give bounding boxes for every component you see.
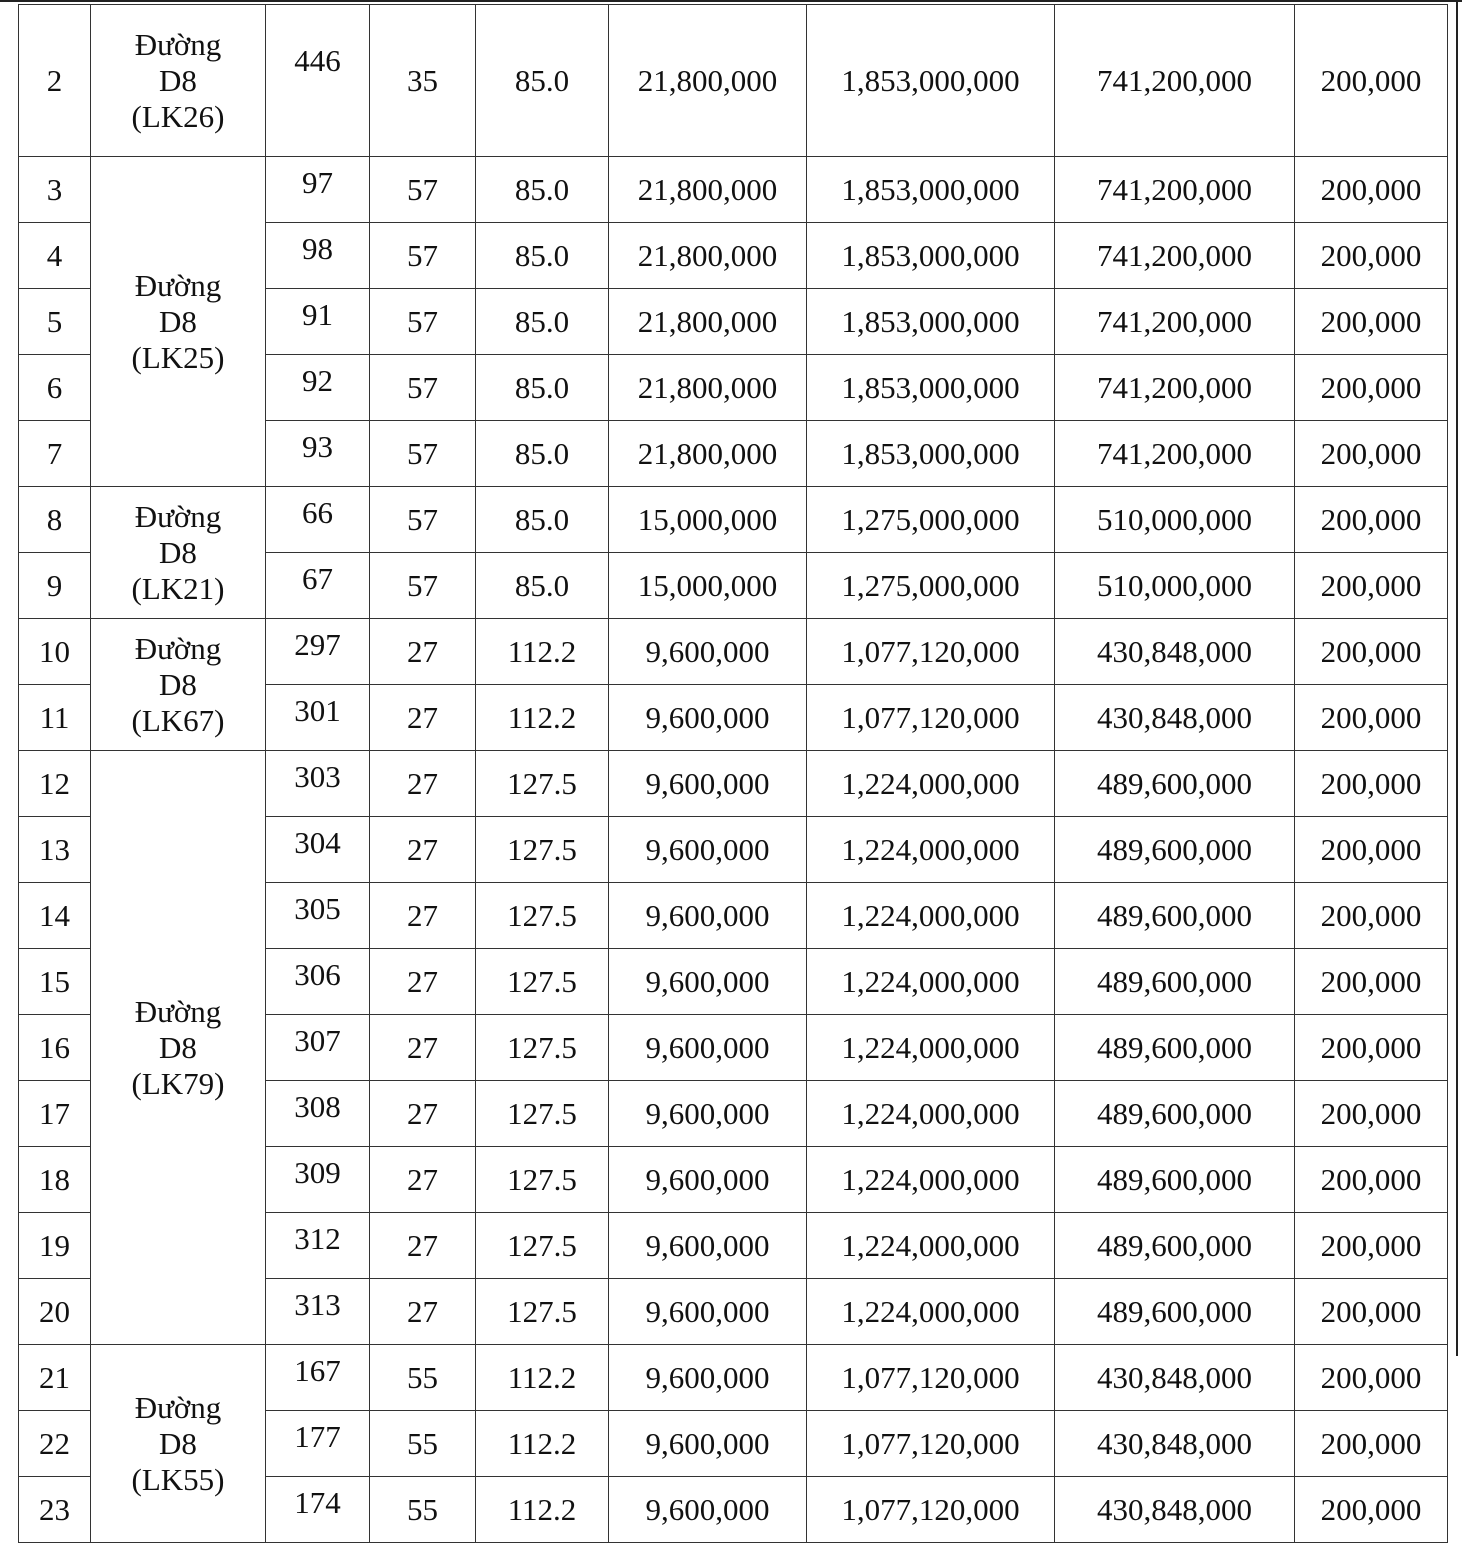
starting-price-cell: 1,077,120,000 [807,1477,1055,1543]
lot-number-cell: 66 [266,487,370,553]
deposit-cell: 430,848,000 [1055,1477,1295,1543]
row-number-cell: 11 [19,685,91,751]
road-label-line: (LK25) [131,339,225,375]
lot-number-cell: 97 [266,157,370,223]
unit-price-cell: 9,600,000 [609,817,807,883]
lot-number-cell: 98 [266,223,370,289]
deposit-cell: 510,000,000 [1055,487,1295,553]
area-cell: 112.2 [476,1477,609,1543]
area-cell: 127.5 [476,1213,609,1279]
application-fee-cell: 200,000 [1295,685,1448,751]
row-number-cell: 13 [19,817,91,883]
application-fee-cell: 200,000 [1295,817,1448,883]
deposit-cell: 741,200,000 [1055,355,1295,421]
starting-price-cell: 1,224,000,000 [807,1213,1055,1279]
starting-price-cell: 1,224,000,000 [807,817,1055,883]
unit-price-cell: 9,600,000 [609,883,807,949]
map-sheet-cell: 57 [370,157,476,223]
row-number-cell: 12 [19,751,91,817]
map-sheet-cell: 57 [370,553,476,619]
unit-price-cell: 9,600,000 [609,1015,807,1081]
map-sheet-cell: 55 [370,1411,476,1477]
application-fee-cell: 200,000 [1295,949,1448,1015]
deposit-cell: 489,600,000 [1055,883,1295,949]
lot-number-cell: 301 [266,685,370,751]
starting-price-cell: 1,077,120,000 [807,685,1055,751]
map-sheet-cell: 55 [370,1477,476,1543]
starting-price-cell: 1,077,120,000 [807,619,1055,685]
lot-number-cell: 308 [266,1081,370,1147]
deposit-cell: 741,200,000 [1055,289,1295,355]
starting-price-cell: 1,224,000,000 [807,1279,1055,1345]
unit-price-cell: 15,000,000 [609,553,807,619]
map-sheet-cell: 57 [370,355,476,421]
land-lot-table [18,4,1448,1543]
starting-price-cell: 1,853,000,000 [807,223,1055,289]
area-cell: 85.0 [476,421,609,487]
road-label-line: D8 [159,666,197,702]
lot-number-cell: 92 [266,355,370,421]
lot-number-cell: 167 [266,1345,370,1411]
area-cell: 127.5 [476,1015,609,1081]
map-sheet-cell: 27 [370,1279,476,1345]
application-fee-cell: 200,000 [1295,1477,1448,1543]
road-label-line: (LK79) [131,1065,225,1101]
starting-price-cell: 1,275,000,000 [807,553,1055,619]
road-group-cell [91,1345,266,1543]
row-number-cell: 6 [19,355,91,421]
road-label-line: Đường [134,498,222,534]
deposit-cell: 489,600,000 [1055,1147,1295,1213]
deposit-cell: 741,200,000 [1055,5,1295,157]
map-sheet-cell: 27 [370,1015,476,1081]
deposit-cell: 489,600,000 [1055,817,1295,883]
application-fee-cell: 200,000 [1295,1015,1448,1081]
table-body [19,5,1448,1543]
map-sheet-cell: 57 [370,487,476,553]
road-label-line: D8 [159,534,197,570]
map-sheet-cell: 27 [370,1213,476,1279]
application-fee-cell: 200,000 [1295,223,1448,289]
road-label-line: (LK67) [131,702,225,738]
area-cell: 127.5 [476,1081,609,1147]
lot-number-cell: 304 [266,817,370,883]
lot-number-cell: 91 [266,289,370,355]
application-fee-cell: 200,000 [1295,1345,1448,1411]
lot-number-cell: 313 [266,1279,370,1345]
deposit-cell: 430,848,000 [1055,685,1295,751]
map-sheet-cell: 27 [370,1081,476,1147]
unit-price-cell: 9,600,000 [609,1279,807,1345]
road-label-line: (LK26) [131,98,225,134]
row-number-cell: 23 [19,1477,91,1543]
starting-price-cell: 1,853,000,000 [807,5,1055,157]
road-group-cell [91,5,266,157]
starting-price-cell: 1,224,000,000 [807,751,1055,817]
row-number-cell: 7 [19,421,91,487]
area-cell: 85.0 [476,289,609,355]
row-number-cell: 8 [19,487,91,553]
row-number-cell: 17 [19,1081,91,1147]
deposit-cell: 489,600,000 [1055,1015,1295,1081]
lot-number-cell: 446 [266,5,370,157]
unit-price-cell: 21,800,000 [609,289,807,355]
lot-number-cell: 309 [266,1147,370,1213]
road-label-line: (LK55) [131,1461,225,1497]
row-number-cell: 16 [19,1015,91,1081]
row-number-cell: 15 [19,949,91,1015]
table-row [19,5,1448,157]
unit-price-cell: 9,600,000 [609,685,807,751]
area-cell: 127.5 [476,751,609,817]
row-number-cell: 21 [19,1345,91,1411]
starting-price-cell: 1,224,000,000 [807,949,1055,1015]
row-number-cell: 3 [19,157,91,223]
application-fee-cell: 200,000 [1295,1279,1448,1345]
unit-price-cell: 9,600,000 [609,1345,807,1411]
map-sheet-cell: 57 [370,223,476,289]
road-label-line: Đường [134,267,222,303]
unit-price-cell: 9,600,000 [609,1213,807,1279]
deposit-cell: 510,000,000 [1055,553,1295,619]
area-cell: 85.0 [476,157,609,223]
map-sheet-cell: 27 [370,949,476,1015]
area-cell: 85.0 [476,487,609,553]
lot-number-cell: 67 [266,553,370,619]
deposit-cell: 741,200,000 [1055,421,1295,487]
area-cell: 112.2 [476,619,609,685]
map-sheet-cell: 35 [370,5,476,157]
deposit-cell: 430,848,000 [1055,1411,1295,1477]
starting-price-cell: 1,224,000,000 [807,1147,1055,1213]
map-sheet-cell: 27 [370,883,476,949]
area-cell: 112.2 [476,1411,609,1477]
road-label-line: D8 [159,1029,197,1065]
lot-number-cell: 312 [266,1213,370,1279]
row-number-cell: 20 [19,1279,91,1345]
row-number-cell: 5 [19,289,91,355]
application-fee-cell: 200,000 [1295,289,1448,355]
unit-price-cell: 15,000,000 [609,487,807,553]
right-border-line [1456,0,1458,1356]
road-label-line: Đường [134,993,222,1029]
road-group-cell [91,157,266,487]
application-fee-cell: 200,000 [1295,1081,1448,1147]
table-row [19,751,1448,817]
starting-price-cell: 1,224,000,000 [807,1015,1055,1081]
map-sheet-cell: 27 [370,685,476,751]
deposit-cell: 430,848,000 [1055,1345,1295,1411]
row-number-cell: 19 [19,1213,91,1279]
map-sheet-cell: 57 [370,421,476,487]
road-label-line: D8 [159,1425,197,1461]
area-cell: 112.2 [476,1345,609,1411]
application-fee-cell: 200,000 [1295,5,1448,157]
application-fee-cell: 200,000 [1295,355,1448,421]
starting-price-cell: 1,853,000,000 [807,421,1055,487]
map-sheet-cell: 55 [370,1345,476,1411]
application-fee-cell: 200,000 [1295,553,1448,619]
lot-number-cell: 305 [266,883,370,949]
deposit-cell: 489,600,000 [1055,751,1295,817]
unit-price-cell: 9,600,000 [609,619,807,685]
deposit-cell: 489,600,000 [1055,1213,1295,1279]
deposit-cell: 489,600,000 [1055,949,1295,1015]
unit-price-cell: 21,800,000 [609,355,807,421]
starting-price-cell: 1,853,000,000 [807,355,1055,421]
lot-number-cell: 306 [266,949,370,1015]
unit-price-cell: 9,600,000 [609,1081,807,1147]
row-number-cell: 14 [19,883,91,949]
unit-price-cell: 9,600,000 [609,1411,807,1477]
map-sheet-cell: 27 [370,1147,476,1213]
road-group-cell [91,751,266,1345]
road-label-line: (LK21) [131,570,225,606]
table-row [19,619,1448,685]
application-fee-cell: 200,000 [1295,1213,1448,1279]
map-sheet-cell: 27 [370,619,476,685]
unit-price-cell: 9,600,000 [609,1147,807,1213]
map-sheet-cell: 27 [370,751,476,817]
application-fee-cell: 200,000 [1295,751,1448,817]
starting-price-cell: 1,077,120,000 [807,1345,1055,1411]
road-label-line: Đường [134,630,222,666]
deposit-cell: 489,600,000 [1055,1081,1295,1147]
area-cell: 127.5 [476,817,609,883]
application-fee-cell: 200,000 [1295,487,1448,553]
area-cell: 85.0 [476,5,609,157]
map-sheet-cell: 57 [370,289,476,355]
starting-price-cell: 1,853,000,000 [807,289,1055,355]
lot-number-cell: 177 [266,1411,370,1477]
area-cell: 127.5 [476,883,609,949]
road-label-line: Đường [134,1389,222,1425]
area-cell: 85.0 [476,553,609,619]
area-cell: 127.5 [476,949,609,1015]
starting-price-cell: 1,224,000,000 [807,883,1055,949]
road-label-line: Đường [134,26,222,62]
deposit-cell: 489,600,000 [1055,1279,1295,1345]
table-row [19,487,1448,553]
area-cell: 85.0 [476,355,609,421]
deposit-cell: 741,200,000 [1055,223,1295,289]
application-fee-cell: 200,000 [1295,1147,1448,1213]
lot-number-cell: 93 [266,421,370,487]
lot-number-cell: 297 [266,619,370,685]
row-number-cell: 18 [19,1147,91,1213]
row-number-cell: 10 [19,619,91,685]
deposit-cell: 741,200,000 [1055,157,1295,223]
area-cell: 127.5 [476,1147,609,1213]
row-number-cell: 2 [19,5,91,157]
application-fee-cell: 200,000 [1295,1411,1448,1477]
application-fee-cell: 200,000 [1295,157,1448,223]
unit-price-cell: 21,800,000 [609,223,807,289]
row-number-cell: 4 [19,223,91,289]
starting-price-cell: 1,275,000,000 [807,487,1055,553]
unit-price-cell: 9,600,000 [609,1477,807,1543]
application-fee-cell: 200,000 [1295,421,1448,487]
unit-price-cell: 21,800,000 [609,5,807,157]
lot-number-cell: 174 [266,1477,370,1543]
lot-number-cell: 307 [266,1015,370,1081]
row-number-cell: 22 [19,1411,91,1477]
road-group-cell [91,487,266,619]
application-fee-cell: 200,000 [1295,619,1448,685]
application-fee-cell: 200,000 [1295,883,1448,949]
road-label-line: D8 [159,62,197,98]
road-group-cell [91,619,266,751]
top-border-line [0,0,1462,2]
row-number-cell: 9 [19,553,91,619]
starting-price-cell: 1,853,000,000 [807,157,1055,223]
deposit-cell: 430,848,000 [1055,619,1295,685]
unit-price-cell: 21,800,000 [609,421,807,487]
lot-number-cell: 303 [266,751,370,817]
table-row [19,1345,1448,1411]
unit-price-cell: 21,800,000 [609,157,807,223]
road-label-line: D8 [159,303,197,339]
unit-price-cell: 9,600,000 [609,751,807,817]
unit-price-cell: 9,600,000 [609,949,807,1015]
starting-price-cell: 1,224,000,000 [807,1081,1055,1147]
starting-price-cell: 1,077,120,000 [807,1411,1055,1477]
map-sheet-cell: 27 [370,817,476,883]
area-cell: 112.2 [476,685,609,751]
table-row [19,157,1448,223]
area-cell: 127.5 [476,1279,609,1345]
area-cell: 85.0 [476,223,609,289]
